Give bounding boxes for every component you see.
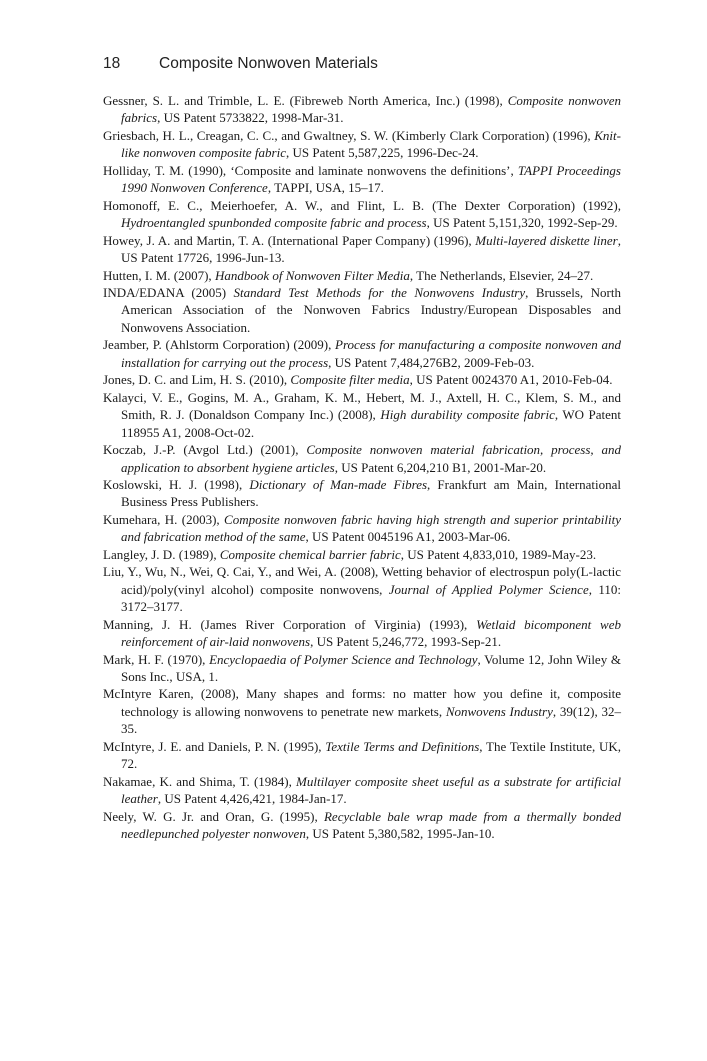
reference-entry xyxy=(103,197,621,232)
reference-text: , Brussels, North American Association of the Nonwoven Fabrics Industry/European Disposables and Nonwovens Association. xyxy=(121,284,621,335)
reference-text: Liu, Y., Wu, N., Wei, Q. Cai, Y., and Wei, A. (2008), Wetting behavior of electrospun poly(L-lactic acid)/poly(vinyl alcohol) composite nonwovens, xyxy=(103,564,621,597)
reference-text: Mark, H. F. (1970), xyxy=(103,651,210,667)
reference-text: Kalayci, V. E., Gogins, M. A., Graham, K. M., Hebert, M. J., Axtell, H. C., Klem, S. M., and Smith, R. J. (Donaldson Company Inc.) (2008), xyxy=(103,389,621,423)
reference-entry xyxy=(103,162,621,197)
reference-title-italic: Nonwovens Industry xyxy=(445,703,553,719)
reference-text: Homonoff, E. C., Meierhoefer, A. W., and Flint, L. B. (The Dexter Corporation) (1992), xyxy=(103,197,621,213)
reference-text: Griesbach, H. L., Creagan, C. C., and Gwaltney, S. W. (Kimberly Clark Corporation) (1996), xyxy=(103,127,595,143)
reference-text: , US Patent 5,587,225, 1996-Dec-24. xyxy=(286,145,479,161)
reference-entry xyxy=(103,685,621,737)
reference-text: , US Patent 4,833,010, 1989-May-23. xyxy=(400,546,597,562)
reference-text: McIntyre, J. E. and Daniels, P. N. (1995), xyxy=(103,738,326,754)
reference-entry xyxy=(103,476,621,511)
reference-title-italic: Composite nonwoven material fabrication, process, and application to absorbent hygiene articles xyxy=(121,442,622,475)
reference-text: , US Patent 5733822, 1998-Mar-31. xyxy=(157,110,344,126)
reference-title-italic: Multi-layered diskette liner xyxy=(475,232,618,248)
reference-entry xyxy=(103,563,621,615)
reference-title-italic: Textile Terms and Definitions xyxy=(325,738,480,754)
reference-entry xyxy=(103,441,621,476)
reference-text: , US Patent 17726, 1996-Jun-13. xyxy=(121,232,621,266)
reference-title-italic: Encyclopaedia of Polymer Science and Technology xyxy=(209,651,478,667)
reference-title-italic: Multilayer composite sheet useful as a substrate for artificial leather xyxy=(121,773,621,807)
reference-title-italic: Standard Test Methods for the Nonwovens Industry xyxy=(233,284,526,300)
reference-title-italic: Composite filter media xyxy=(290,372,410,388)
reference-text: Holliday, T. M. (1990), ‘Composite and laminate nonwovens the definitions’, xyxy=(103,162,518,178)
reference-entry xyxy=(103,738,621,773)
reference-text: Koslowski, H. J. (1998), xyxy=(103,476,250,492)
reference-title-italic: Journal of Applied Polymer Science xyxy=(388,581,589,597)
reference-title-italic: Composite nonwoven fabrics xyxy=(121,93,621,126)
reference-text: , The Textile Institute, UK, 72. xyxy=(121,738,621,772)
reference-text: , US Patent 6,204,210 B1, 2001-Mar-20. xyxy=(334,459,547,475)
reference-title-italic: Recyclable bale wrap made from a thermally bonded needlepunched polyester nonwoven xyxy=(121,808,621,842)
reference-text: , US Patent 4,426,421, 1984-Jan-17. xyxy=(157,791,347,807)
reference-entry xyxy=(103,546,621,563)
reference-text: , US Patent 0045196 A1, 2003-Mar-06. xyxy=(305,529,511,545)
reference-entry xyxy=(103,651,621,686)
running-title: Composite Nonwoven Materials xyxy=(159,55,378,72)
reference-text: Koczab, J.-P. (Avgol Ltd.) (2001), xyxy=(103,442,307,458)
reference-text: Jones, D. C. and Lim, H. S. (2010), xyxy=(103,372,291,388)
reference-title-italic: Knit-like nonwoven composite fabric xyxy=(121,127,621,161)
reference-title-italic: TAPPI Proceedings 1990 Nonwoven Conference xyxy=(121,162,621,196)
reference-entry xyxy=(103,127,621,162)
reference-text: , 110: 3172–3177. xyxy=(121,581,621,615)
reference-entry xyxy=(103,616,621,651)
reference-text: INDA/EDANA (2005) xyxy=(103,284,234,300)
reference-text: , WO Patent 118955 A1, 2008-Oct-02. xyxy=(121,407,622,440)
running-header xyxy=(103,55,378,73)
reference-text: Gessner, S. L. and Trimble, L. E. (Fibreweb North America, Inc.) (1998), xyxy=(103,93,508,108)
reference-text: , 39(12), 32–35. xyxy=(121,703,621,737)
reference-title-italic: Composite chemical barrier fabric xyxy=(219,546,401,562)
reference-text: Hutten, I. M. (2007), xyxy=(103,267,215,283)
reference-entry xyxy=(103,92,621,127)
reference-text: , TAPPI, USA, 15–17. xyxy=(267,180,384,196)
reference-entry xyxy=(103,773,621,808)
reference-entry xyxy=(103,511,621,546)
reference-text: , The Netherlands, Elsevier, 24–27. xyxy=(409,267,594,283)
reference-text: Kumehara, H. (2003), xyxy=(103,511,225,527)
reference-text: , US Patent 5,151,320, 1992-Sep-29. xyxy=(426,215,618,231)
reference-title-italic: Dictionary of Man-made Fibres xyxy=(249,476,428,492)
reference-text: Jeamber, P. (Ahlstorm Corporation) (2009), xyxy=(103,337,336,353)
reference-entry xyxy=(103,389,621,441)
reference-entry xyxy=(103,336,621,371)
reference-title-italic: Hydroentangled spunbonded composite fabric and process xyxy=(121,215,427,231)
reference-entry xyxy=(103,808,621,843)
reference-entry xyxy=(103,232,621,267)
page-number: 18 xyxy=(103,55,121,72)
reference-title-italic: High durability composite fabric xyxy=(380,407,555,423)
reference-text: Howey, J. A. and Martin, T. A. (International Paper Company) (1996), xyxy=(103,232,476,248)
reference-title-italic: Process for manufacturing a composite nonwoven and installation for carrying out the process xyxy=(121,337,621,370)
reference-text: McIntyre Karen, (2008), Many shapes and forms: no matter how you define it, composite technology is allowing nonwovens to penetrate new markets, xyxy=(103,686,621,719)
reference-entry xyxy=(103,284,621,336)
reference-list xyxy=(103,92,621,842)
reference-entry xyxy=(103,267,621,284)
reference-title-italic: Handbook of Nonwoven Filter Media xyxy=(214,267,410,283)
reference-entry xyxy=(103,371,621,388)
reference-text: , Frankfurt am Main, International Business Press Publishers. xyxy=(121,476,621,510)
reference-text: , US Patent 5,246,772, 1993-Sep-21. xyxy=(310,634,502,650)
reference-text: Langley, J. D. (1989), xyxy=(103,546,220,562)
reference-text: Nakamae, K. and Shima, T. (1984), xyxy=(103,773,297,789)
reference-text: Manning, J. H. (James River Corporation of Virginia) (1993), xyxy=(103,616,477,632)
reference-title-italic: Wetlaid bicomponent web reinforcement of air-laid nonwovens xyxy=(121,616,621,650)
reference-text: , US Patent 7,484,276B2, 2009-Feb-03. xyxy=(328,354,535,370)
reference-text: Neely, W. G. Jr. and Oran, G. (1995), xyxy=(103,808,324,824)
reference-text: , US Patent 5,380,582, 1995-Jan-10. xyxy=(305,826,495,842)
reference-text: , Volume 12, John Wiley & Sons Inc., USA, 1. xyxy=(121,651,621,684)
reference-title-italic: Composite nonwoven fabric having high strength and superior printability and fabrication method of the same xyxy=(121,511,621,545)
reference-text: , US Patent 0024370 A1, 2010-Feb-04. xyxy=(409,372,613,388)
